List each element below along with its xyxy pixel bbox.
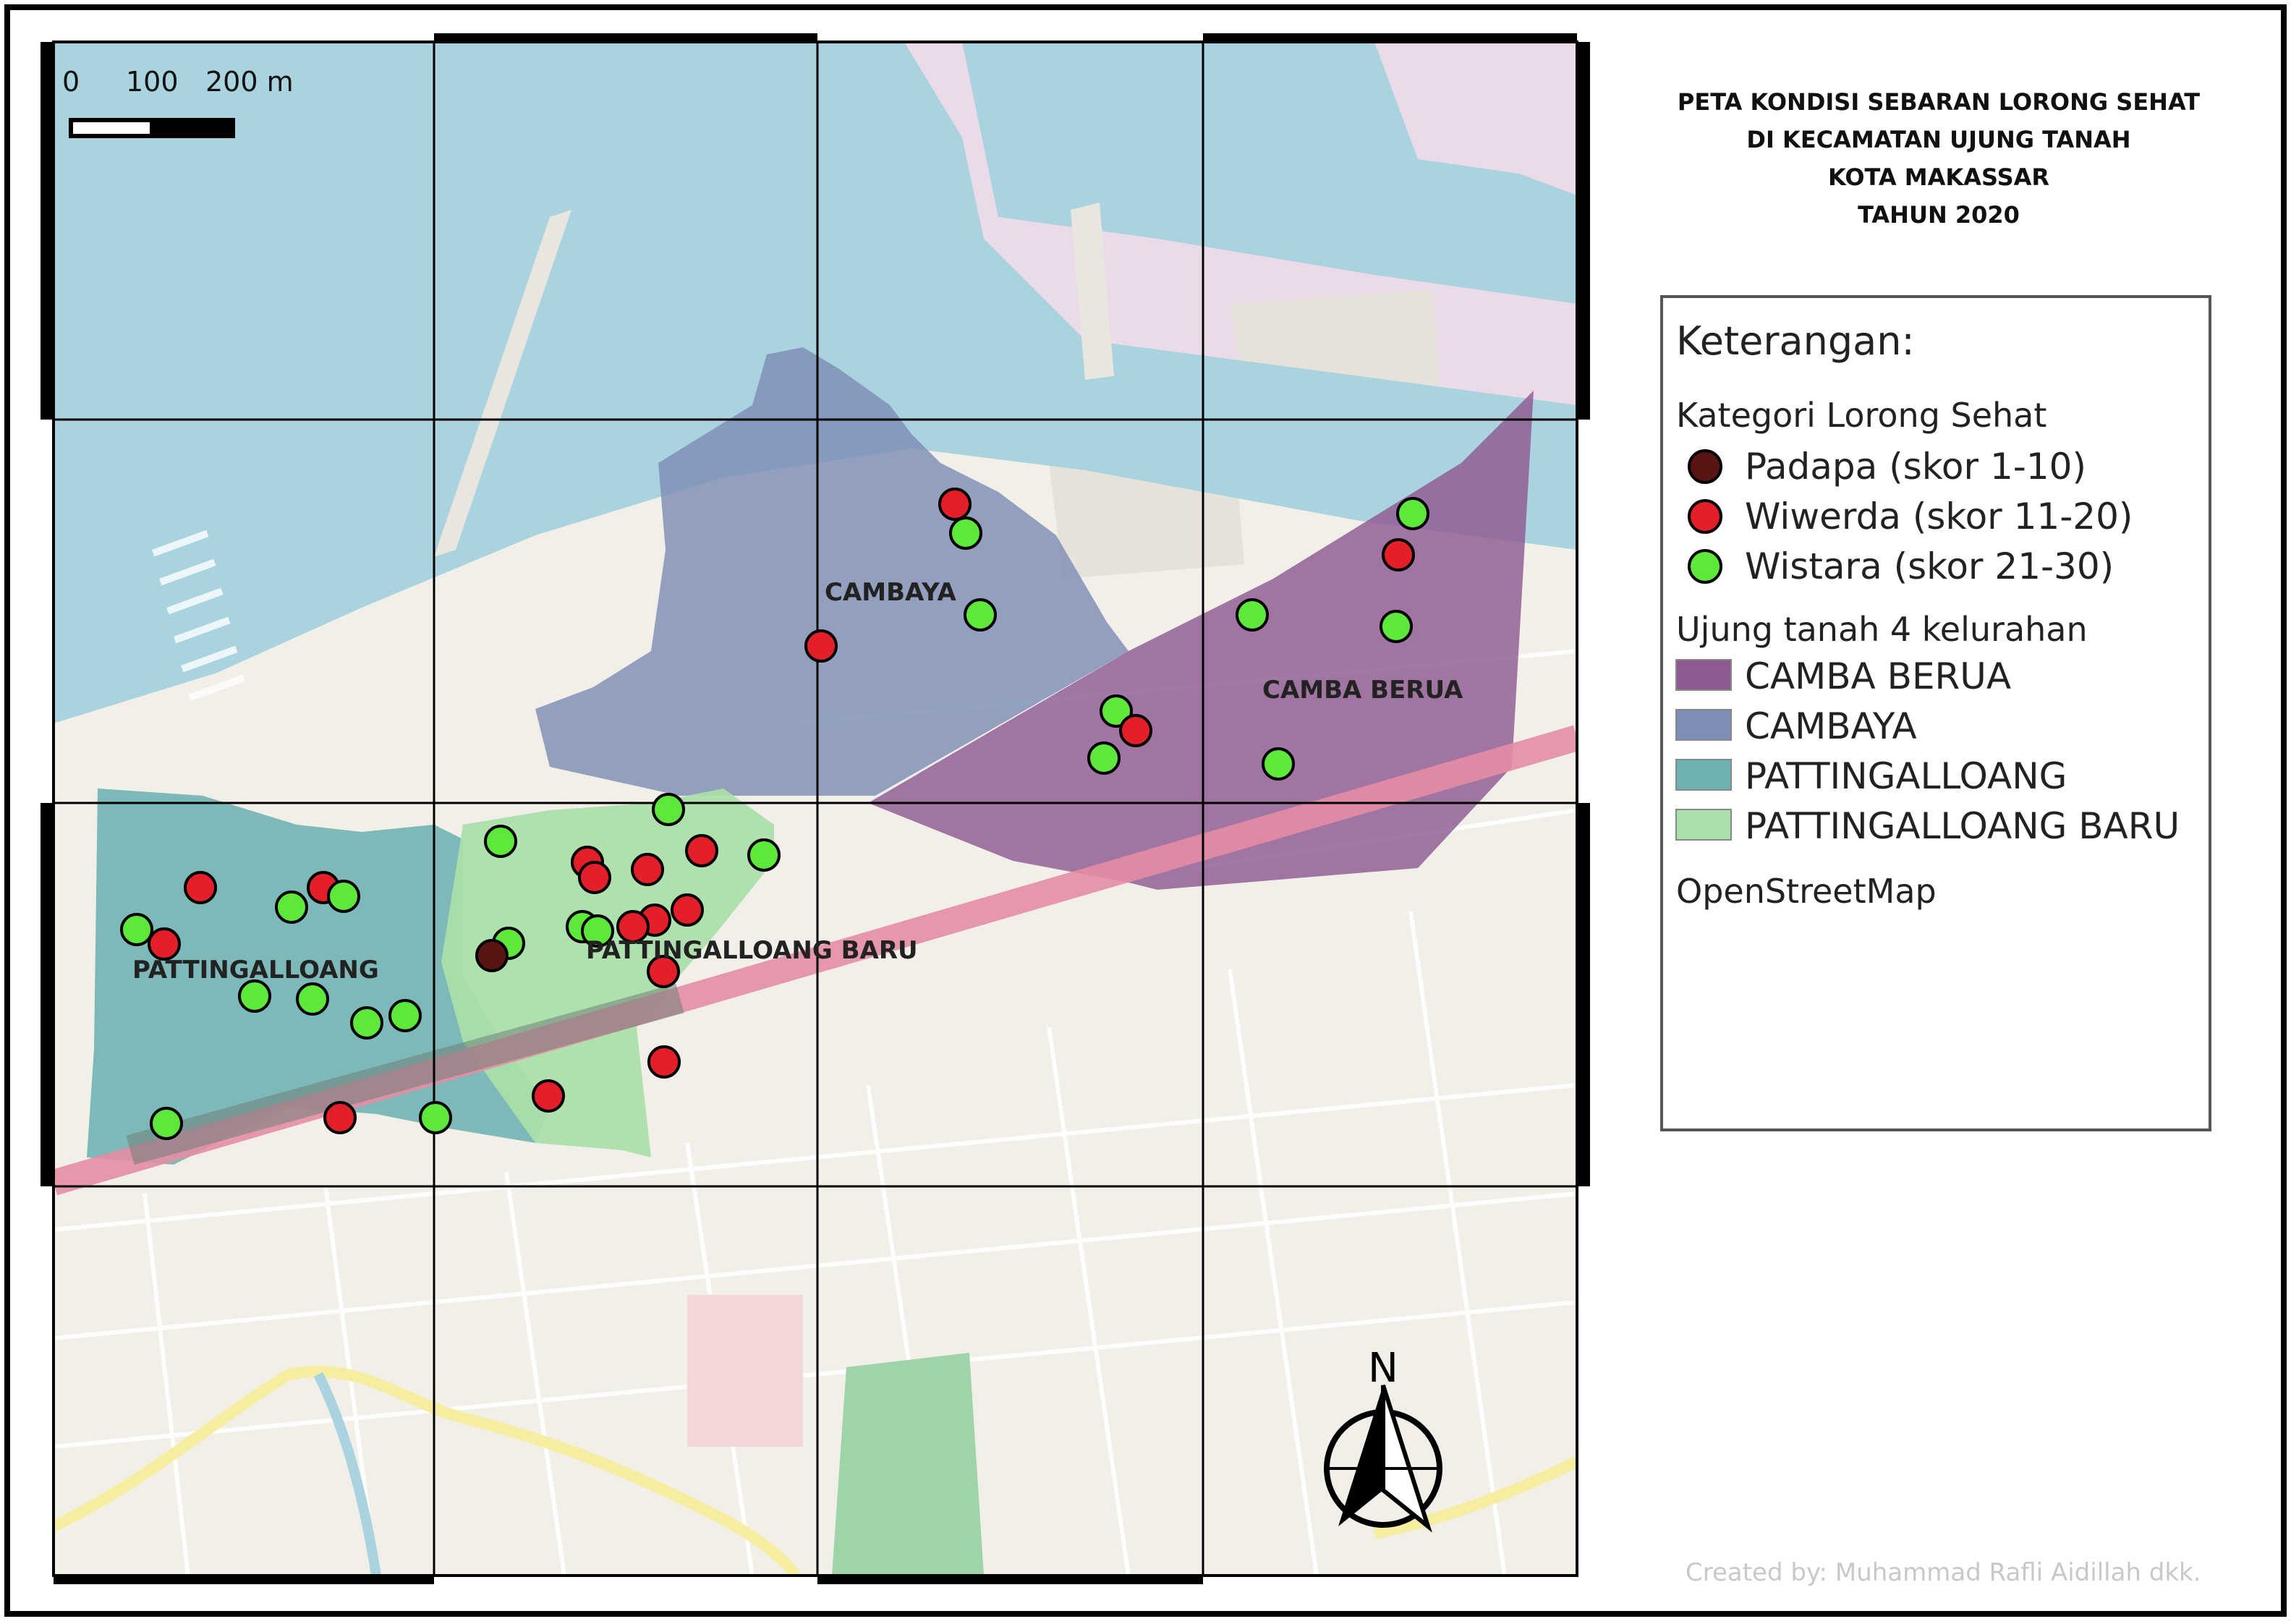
legend-swatch-pattingalloang (1676, 760, 1731, 790)
legend-swatch-wistara (1689, 550, 1721, 582)
point-wistara[interactable] (951, 518, 981, 548)
pink-block (687, 1295, 803, 1447)
legend-heading: Keterangan: (1676, 318, 1915, 364)
park (832, 1353, 984, 1576)
legend-label-padapa: Padapa (skor 1-10) (1745, 446, 2086, 488)
point-wistara[interactable] (276, 892, 307, 922)
point-wistara[interactable] (1263, 749, 1293, 779)
legend-label-wistara: Wistara (skor 21-30) (1745, 545, 2114, 587)
point-wiwerda[interactable] (1383, 540, 1414, 570)
point-wistara[interactable] (328, 881, 359, 911)
point-wiwerda[interactable] (579, 862, 610, 893)
legend-points-title: Kategori Lorong Sehat (1676, 396, 2047, 435)
point-wiwerda[interactable] (185, 872, 216, 903)
point-wiwerda[interactable] (533, 1081, 564, 1111)
map-title (1678, 88, 2200, 229)
legend-label-pattingalloang: PATTINGALLOANG (1745, 755, 2067, 797)
point-wistara[interactable] (122, 914, 152, 945)
label-cambaya: CAMBAYA (825, 578, 956, 607)
scale-label-100: 100 (126, 66, 179, 98)
legend-label-camba-berua: CAMBA BERUA (1745, 655, 2012, 697)
point-wistara[interactable] (297, 984, 328, 1014)
label-pattingalloang-baru: PATTINGALLOANG BARU (586, 936, 918, 965)
legend-swatch-padapa (1689, 451, 1721, 482)
point-wistara[interactable] (749, 840, 779, 870)
point-wiwerda[interactable] (672, 895, 702, 925)
scale-label-200: 200 m (205, 66, 294, 98)
point-wiwerda[interactable] (149, 929, 179, 959)
point-wistara[interactable] (151, 1108, 182, 1139)
point-wiwerda[interactable] (632, 854, 663, 885)
point-wistara[interactable] (352, 1008, 382, 1038)
point-wistara[interactable] (1237, 600, 1267, 630)
point-wistara[interactable] (1398, 498, 1428, 529)
legend-areas-title: Ujung tanah 4 kelurahan (1676, 610, 2088, 649)
point-wiwerda[interactable] (687, 836, 717, 866)
legend-label-pattingalloang-baru: PATTINGALLOANG BARU (1745, 805, 2180, 847)
point-wistara[interactable] (1089, 743, 1119, 773)
point-wistara[interactable] (390, 1000, 420, 1031)
point-wistara[interactable] (965, 600, 995, 630)
point-wistara[interactable] (420, 1102, 451, 1133)
legend-swatch-cambaya (1676, 710, 1731, 740)
legend-label-wiwerda: Wiwerda (skor 11-20) (1745, 496, 2133, 537)
legend (1662, 297, 2210, 1130)
legend-label-cambaya: CAMBAYA (1745, 705, 1917, 747)
legend-basemap: OpenStreetMap (1676, 872, 1937, 911)
point-wistara[interactable] (1381, 611, 1411, 642)
point-wistara[interactable] (239, 981, 270, 1011)
title-line-3: KOTA MAKASSAR (1827, 163, 2050, 191)
point-padapa[interactable] (477, 940, 507, 971)
point-wistara[interactable] (653, 794, 684, 825)
north-label: N (1368, 1345, 1398, 1392)
map-body[interactable] (54, 42, 1577, 1576)
title-line-4: TAHUN 2020 (1858, 201, 2020, 229)
legend-swatch-pattingalloang-baru (1676, 809, 1731, 840)
credit-text: Created by: Muhammad Rafli Aidillah dkk. (1686, 1558, 2201, 1587)
point-wiwerda[interactable] (806, 631, 836, 661)
title-line-2: DI KECAMATAN UJUNG TANAH (1746, 126, 2131, 153)
point-wistara[interactable] (485, 826, 516, 856)
label-pattingalloang: PATTINGALLOANG (132, 956, 379, 985)
scale-label-0: 0 (62, 66, 80, 98)
point-wiwerda[interactable] (325, 1102, 355, 1133)
legend-swatch-camba-berua (1676, 660, 1731, 690)
point-wiwerda[interactable] (649, 1047, 679, 1077)
point-wiwerda[interactable] (1121, 715, 1151, 746)
label-camba-berua: CAMBA BERUA (1262, 676, 1463, 705)
title-line-1: PETA KONDISI SEBARAN LORONG SEHAT (1677, 88, 2201, 116)
legend-swatch-wiwerda (1689, 501, 1721, 532)
point-wiwerda[interactable] (940, 489, 970, 519)
